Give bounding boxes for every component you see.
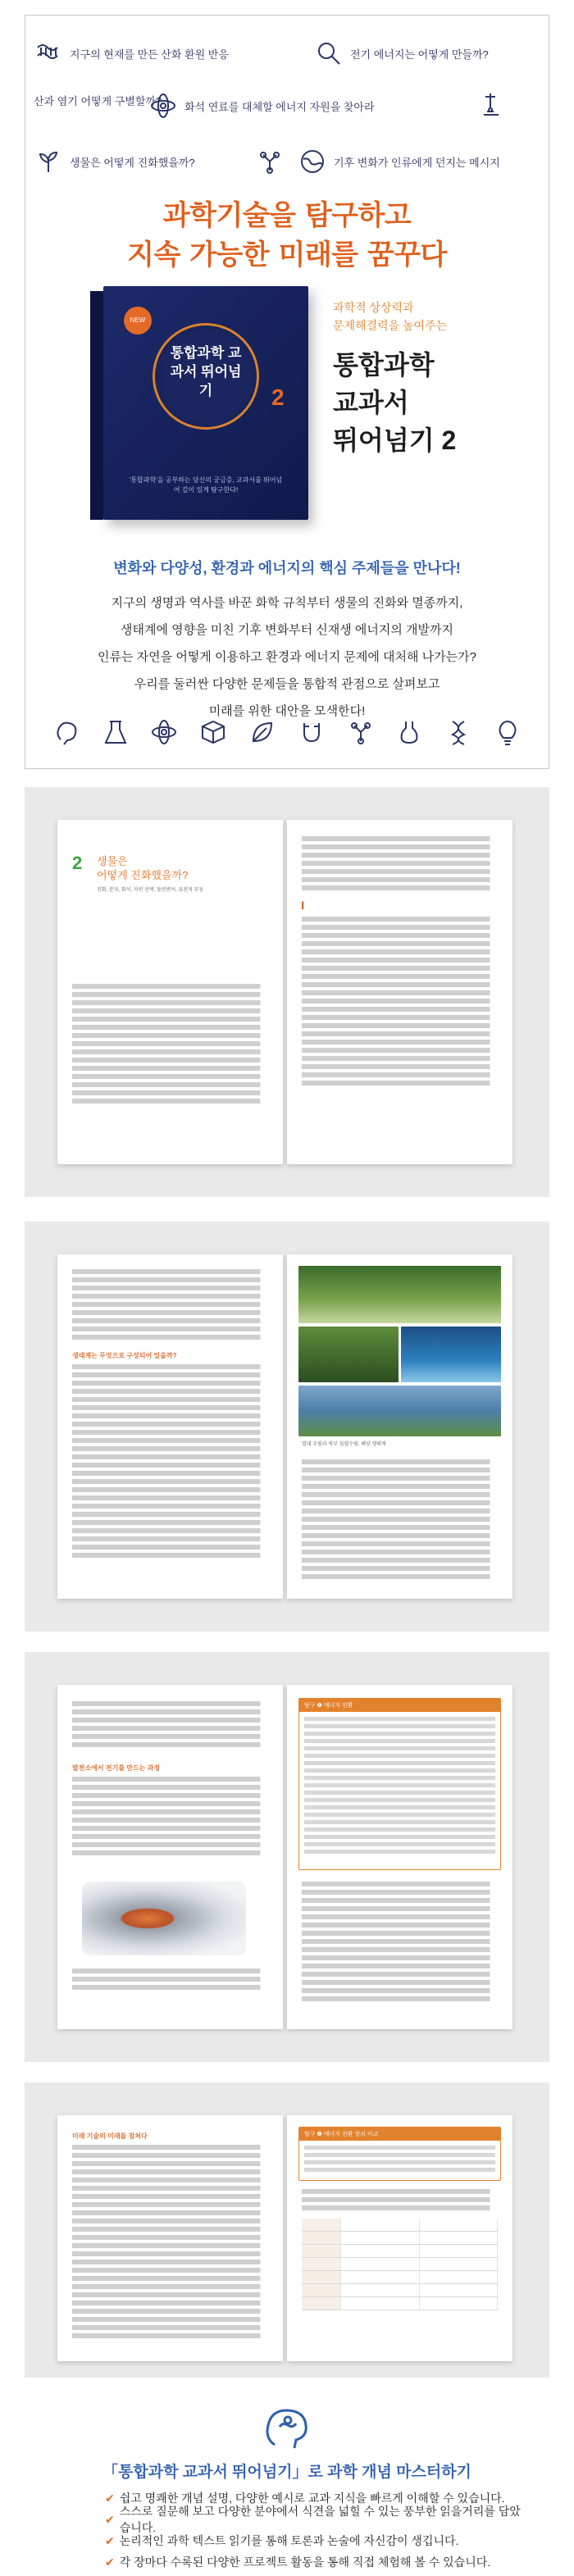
inquiry-box-body [299, 2141, 500, 2180]
body-line: 인류는 자연을 어떻게 이용하고 환경과 에너지 문제에 대처해 나가는가? [98, 650, 476, 664]
dna-icon [443, 717, 474, 748]
beaker-icon [100, 717, 131, 748]
book-spine [90, 291, 103, 520]
page-right [287, 1685, 512, 2029]
body-text [72, 1364, 268, 1561]
magnifier-icon [314, 39, 344, 68]
hero-body [25, 589, 549, 725]
spread-2 [25, 1222, 549, 1632]
topic-7 [255, 147, 285, 176]
topic-label: 생물은 어떻게 진화했을까? [70, 156, 195, 169]
topic-1 [34, 39, 229, 68]
topic-label: 지구의 현재를 만든 산화 환원 반응 [70, 48, 229, 61]
topic-label: 기후 변화가 인류에게 던지는 메시지 [334, 156, 500, 169]
table-row [302, 2258, 498, 2271]
comparison-table [302, 2219, 498, 2310]
book-title: 통합과학 교과서 뛰어넘기 [170, 345, 242, 398]
photo-caption: 열대 우림과 북부 침엽수림, 해양 생태계 [302, 1442, 386, 1447]
body-text [72, 1701, 268, 1750]
headline-line-2: 지속 가능한 미래를 꿈꾸다 [127, 239, 447, 271]
footer-title: 「통합과학 교과서 뛰어넘기」로 과학 개념 마스터하기 [102, 2464, 472, 2481]
section-subhead: 미래 기술의 미래를 점쳐다 [72, 2132, 148, 2140]
body-text [302, 1882, 498, 2005]
inquiry-box-title: 탐구 ❶ 에너지 전환 [299, 1699, 500, 1712]
spread-1 [25, 787, 549, 1197]
cube-icon [198, 717, 229, 748]
table-row [302, 2245, 498, 2258]
page-right [287, 1254, 512, 1599]
checklist-text: 각 장마다 수록된 다양한 프로젝트 활동을 통해 직접 체험해 볼 수 있습니다. [119, 2556, 491, 2569]
chapter-tags: 진화, 분자, 화석, 자연 선택, 돌연변이, 유전적 부동 [97, 888, 204, 893]
topic-grid [25, 16, 549, 169]
caption-sub-1: 과학적 상상력과 [333, 301, 414, 314]
body-text [72, 1777, 268, 1859]
body-text [72, 1269, 268, 1343]
topic-4 [148, 91, 375, 121]
caption-sub-2: 문제해결력을 높여주는 [333, 319, 448, 332]
inquiry-box [298, 2127, 501, 2181]
highlight-text: 변화와 다양성, 환경과 에너지의 핵심 주제들을 만나다! [113, 560, 461, 576]
body-line: 우리를 둘러싼 다양한 문제들을 통합적 관점으로 살펴보고 [134, 677, 440, 691]
headline [25, 196, 549, 275]
forest-photo [298, 1266, 501, 1323]
check-icon: ✔ [105, 2555, 115, 2569]
table-row [302, 2232, 498, 2245]
caption-title-2: 교과서 [333, 388, 409, 417]
body-text [302, 917, 498, 1089]
topic-6 [34, 147, 195, 176]
checklist-text: 쉽고 명쾌한 개념 설명, 다양한 예시로 교과 지식을 빠르게 이해할 수 있습니다. [119, 2492, 505, 2505]
headline-line-1: 과학기술을 탐구하고 [162, 199, 412, 232]
caption-title [333, 346, 530, 459]
checklist-item [105, 2551, 531, 2573]
magnet-icon [296, 717, 327, 748]
body-line: 미래를 위한 대안을 모색한다! [208, 704, 366, 718]
brain-icon [258, 2402, 316, 2451]
check-icon: ✔ [105, 2491, 115, 2505]
topic-3 [34, 93, 162, 108]
caption-title-1: 통합과학 [333, 350, 435, 380]
table-row [302, 2284, 498, 2297]
turbine-illustration [82, 1882, 246, 1955]
page-left [57, 1685, 283, 2029]
molecule-icon [345, 717, 376, 748]
plant-icon [34, 147, 63, 176]
page-left [57, 820, 283, 1164]
inquiry-box-body [299, 1712, 500, 1862]
page-left [57, 2115, 283, 2361]
subhead-marker: ▍ [302, 902, 308, 909]
checklist-item [105, 2505, 531, 2534]
book-caption [333, 298, 530, 459]
page-left [57, 1254, 283, 1599]
body-text [72, 984, 268, 1107]
spread-4 [25, 2082, 549, 2378]
book-note: '통합과학'을 공부하는 당신의 궁금증, 교과서를 뛰어넘어 깊이 있게 탐구한다! [129, 476, 283, 494]
topic-2 [314, 39, 489, 68]
body-text [72, 2145, 268, 2342]
topic-8 [298, 147, 500, 176]
ocean-photo [401, 1327, 501, 1382]
topic-label: 화석 연료를 대체할 에너지 자원을 찾아라 [184, 100, 375, 113]
book-volume-number: 2 [271, 385, 285, 410]
bottom-icon-row [25, 717, 549, 748]
atom-icon [148, 91, 178, 121]
section-subhead: 발전소에서 전기를 만드는 과정 [72, 1764, 161, 1772]
body-line: 생태계에 영향을 미친 기후 변화부터 신재생 에너지의 개발까지 [121, 623, 453, 637]
body-line: 지구의 생명과 역사를 바꾼 화학 규칙부터 생물의 진화와 멸종까지, [111, 596, 463, 610]
body-text [302, 2189, 498, 2214]
page-right [287, 820, 512, 1164]
body-text [302, 1459, 498, 1582]
chapter-title-line-2: 어떻게 진화했을까? [97, 869, 189, 881]
spread-3 [25, 1652, 549, 2062]
book-area [25, 286, 549, 524]
checklist-text: 스스로 질문해 보고 다양한 분야에서 식견을 넓힐 수 있는 풍부한 읽을거리를 담았습니다. [119, 2505, 521, 2534]
inquiry-box [298, 1698, 501, 1870]
inquiry-box-title: 탐구 ❷ 에너지 전환 장치 비교 [299, 2128, 500, 2141]
lightbulb-icon [492, 717, 523, 748]
microscope-icon [475, 89, 504, 119]
topic-label: 전기 에너지는 어떻게 만들까? [350, 48, 489, 61]
hero-section [25, 15, 549, 769]
page-right [287, 2115, 512, 2361]
atom-icon [148, 717, 180, 748]
leaf-icon [247, 717, 278, 748]
flask-icon [394, 717, 425, 748]
body-text [302, 836, 498, 894]
pine-forest-photo [298, 1327, 399, 1382]
chapter-number: 2 [72, 853, 83, 873]
section-subhead: 생태계는 무엇으로 구성되어 있을까? [72, 1352, 177, 1359]
chapter-title [97, 854, 188, 882]
topic-5 [475, 89, 504, 119]
checklist-text: 논리적인 과학 텍스트 읽기를 통해 토론과 논술에 자신감이 생깁니다. [119, 2534, 459, 2547]
caption-title-3: 뛰어넘기 2 [333, 426, 457, 455]
check-icon: ✔ [105, 2533, 115, 2547]
book-cover [103, 286, 308, 520]
earth-icon [298, 147, 327, 176]
lake-photo [298, 1386, 501, 1436]
check-icon: ✔ [105, 2512, 115, 2526]
chapter-title-line-1: 생물은 [97, 855, 128, 867]
table-row [302, 2297, 498, 2310]
brain-icon [51, 717, 82, 748]
feature-checklist [105, 2487, 531, 2573]
book-badge: NEW [124, 307, 152, 335]
dna-icon [34, 39, 63, 68]
body-text [72, 1968, 268, 1993]
table-row [302, 2271, 498, 2284]
topic-label: 산과 염기 어떻게 구별할까? [34, 95, 162, 107]
molecule-icon [255, 147, 285, 176]
table-row [302, 2219, 498, 2232]
